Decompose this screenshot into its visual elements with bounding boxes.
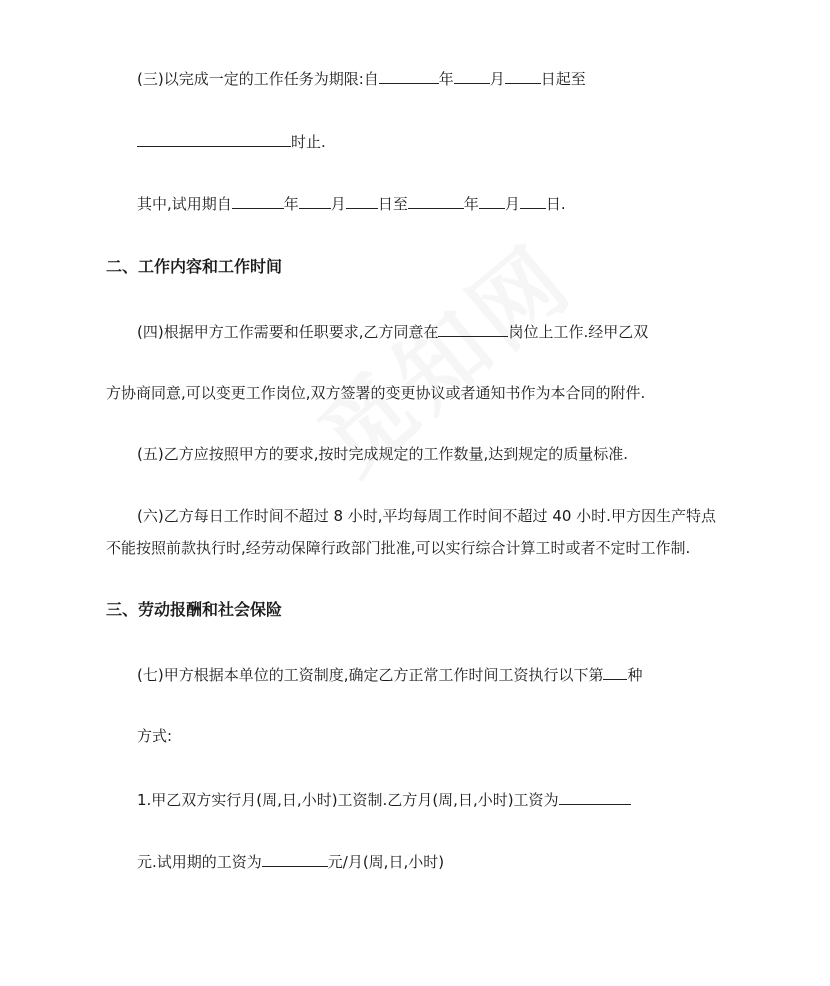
clause7-suffix: 种 (627, 666, 643, 684)
clause4-line-b: 方协商同意,可以变更工作岗位,双方签署的变更协议或者通知书作为本合同的附件. (106, 384, 646, 402)
clause4-suffix: 岗位上工作.经甲乙双 (508, 323, 649, 341)
blank-field[interactable] (137, 131, 291, 147)
probation-line (137, 193, 566, 214)
item1-line-b (137, 851, 444, 872)
label-day: 日起至 (540, 70, 586, 88)
blank-field[interactable] (299, 193, 331, 209)
label-month: 月 (489, 70, 505, 88)
blank-field[interactable] (559, 789, 631, 805)
clause6-line-b: 不能按照前款执行时,经劳动保障行政部门批准,可以实行综合计算工时或者不定时工作制. (106, 539, 691, 557)
clause7-line-a (137, 664, 643, 685)
blank-field[interactable] (603, 664, 627, 680)
blank-field[interactable] (262, 851, 328, 867)
probation-text: 其中,试用期自 (137, 195, 232, 213)
label-month: 月 (330, 195, 346, 213)
blank-field[interactable] (454, 68, 490, 84)
label-month: 月 (504, 195, 520, 213)
clause4-line-a (137, 321, 648, 342)
item1-text: 1.甲乙双方实行月(周,日,小时)工资制.乙方月(周,日,小时)工资为 (137, 791, 559, 809)
blank-field[interactable] (379, 68, 439, 84)
blank-field[interactable] (505, 68, 541, 84)
label-year: 年 (463, 195, 479, 213)
label-day: 日. (545, 195, 566, 213)
clause6-line-a: (六)乙方每日工作时间不超过 8 小时,平均每周工作时间不超过 40 小时.甲方因生产特点 (137, 507, 716, 525)
item1-line-a (137, 789, 631, 810)
section-heading-work: 二、工作内容和工作时间 (106, 257, 283, 276)
label-day: 日至 (377, 195, 408, 213)
blank-field[interactable] (520, 193, 546, 209)
blank-field[interactable] (479, 193, 505, 209)
clause7-text: (七)甲方根据本单位的工资制度,确定乙方正常工作时间工资执行以下第 (137, 666, 604, 684)
clause7-line-b: 方式: (137, 727, 173, 745)
clause4-text: (四)根据甲方工作需要和任职要求,乙方同意在 (137, 323, 439, 341)
watermark (328, 258, 566, 462)
section-heading-pay: 三、劳动报酬和社会保险 (106, 600, 283, 619)
label-year: 年 (438, 70, 454, 88)
blank-field[interactable] (346, 193, 378, 209)
blank-field[interactable] (232, 193, 284, 209)
item1-probation-text: 元.试用期的工资为 (137, 853, 262, 871)
term-clause-line (137, 68, 586, 89)
term-end-text: 时止. (291, 133, 326, 151)
blank-field[interactable] (408, 193, 464, 209)
clause5-line: (五)乙方应按照甲方的要求,按时完成规定的工作数量,达到规定的质量标准. (137, 445, 629, 463)
label-year: 年 (283, 195, 299, 213)
blank-field[interactable] (438, 321, 508, 337)
term-clause-text: (三)以完成一定的工作任务为期限:自 (137, 70, 379, 88)
term-end-line (137, 131, 326, 152)
item1-suffix: 元/月(周,日,小时) (327, 853, 445, 871)
